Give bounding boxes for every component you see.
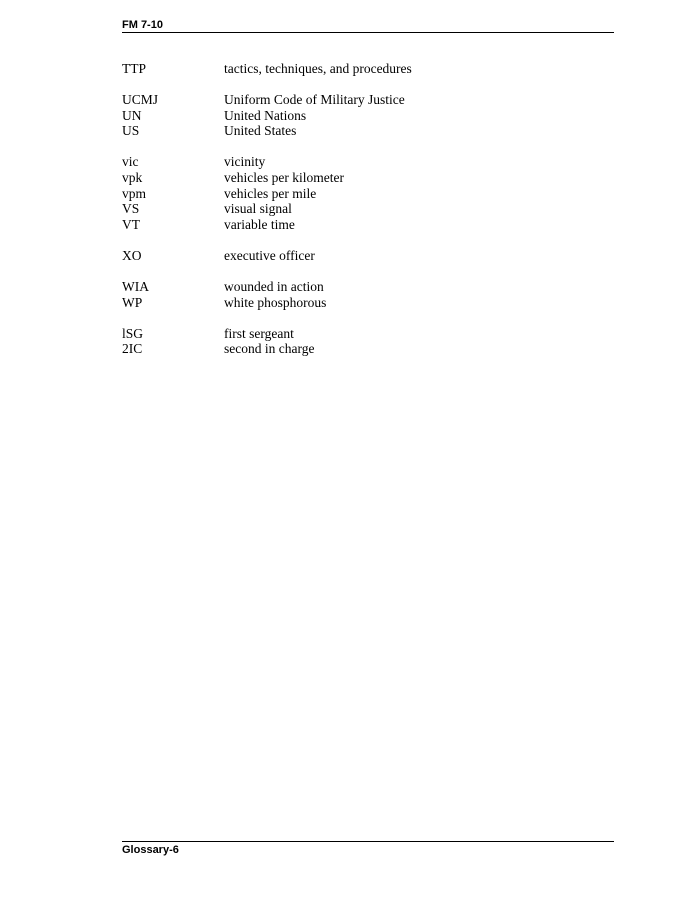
glossary-group (122, 326, 614, 357)
glossary-abbreviation: TTP (122, 61, 147, 76)
glossary-abbreviation: lSG (122, 325, 144, 341)
glossary-group (122, 248, 614, 264)
glossary-group (122, 61, 614, 77)
glossary-abbreviation: 2IC (122, 341, 143, 357)
glossary-definition: second in charge (224, 341, 315, 357)
glossary-definition: Uniform Code of Military Justice (224, 92, 405, 108)
glossary-abbreviation: XO (122, 247, 142, 263)
glossary-entry (122, 217, 614, 233)
glossary-abbreviation: US (122, 123, 140, 139)
glossary-definition: visual signal (224, 201, 292, 217)
glossary-definition: white phosphorous (224, 294, 327, 310)
glossary-entry (122, 186, 614, 202)
glossary-definition: vehicles per kilometer (224, 169, 344, 185)
page-header (122, 17, 614, 33)
glossary-entry (122, 92, 614, 108)
glossary-entry (122, 123, 614, 139)
glossary-definition: tactics, techniques, and procedures (224, 61, 412, 76)
glossary-definition: United Nations (224, 107, 307, 123)
glossary-definition: variable time (224, 216, 295, 232)
glossary-abbreviation: VS (122, 201, 140, 217)
glossary-definition: first sergeant (224, 325, 294, 341)
glossary-entry (122, 248, 614, 264)
glossary-abbreviation: VT (122, 216, 140, 232)
glossary-entry (122, 154, 614, 170)
glossary-definition: vehicles per mile (224, 185, 317, 201)
page-number-label: Glossary-6 (122, 844, 179, 856)
glossary-abbreviation: vic (122, 154, 139, 170)
glossary-entry (122, 108, 614, 124)
glossary-definition: wounded in action (224, 278, 324, 294)
glossary-abbreviation: vpk (122, 169, 143, 185)
glossary-group (122, 279, 614, 310)
manual-title: FM 7-10 (122, 19, 163, 31)
glossary-entry (122, 170, 614, 186)
glossary-entry (122, 201, 614, 217)
glossary-group (122, 154, 614, 232)
glossary-list (122, 61, 614, 372)
glossary-abbreviation: vpm (122, 185, 147, 201)
glossary-abbreviation: UN (122, 107, 142, 123)
glossary-abbreviation: WP (122, 294, 143, 310)
glossary-entry (122, 326, 614, 342)
glossary-abbreviation: UCMJ (122, 92, 159, 108)
page-footer (122, 841, 614, 856)
glossary-definition: United States (224, 123, 297, 139)
glossary-entry (122, 341, 614, 357)
glossary-abbreviation: WIA (122, 278, 149, 294)
glossary-definition: executive officer (224, 247, 315, 263)
glossary-group (122, 92, 614, 139)
glossary-entry (122, 61, 614, 77)
glossary-definition: vicinity (224, 154, 266, 170)
glossary-entry (122, 279, 614, 295)
glossary-entry (122, 295, 614, 311)
